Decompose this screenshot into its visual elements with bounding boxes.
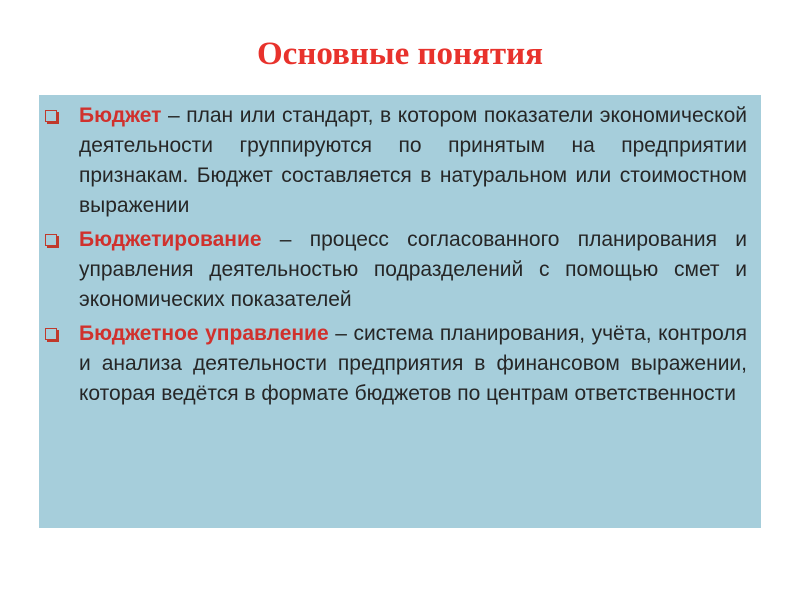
definition-item-budget (79, 101, 747, 221)
term-budget-management: Бюджетное управление (79, 322, 329, 345)
definition-budget: – план или стандарт, в котором показатели экономической деятельности группируются по принятым на предприятии признакам. Бюджет составляется в натуральном или стоимостном выражении (79, 104, 747, 217)
term-budget: Бюджет (79, 104, 162, 127)
hollow-square-bullet-icon (45, 234, 57, 246)
definition-item-budgeting (79, 225, 747, 315)
definitions-box (39, 95, 761, 528)
definition-budgeting: – процесс согласованного планирования и управления деятельностью подразделений с помощью смет и экономических показателей (79, 228, 747, 311)
definition-item-budget-management (79, 319, 747, 409)
hollow-square-bullet-icon (45, 328, 57, 340)
definition-budget-management: – система планирования, учёта, контроля и анализа деятельности предприятия в финансовом выражении, которая ведётся в формате бюджетов по центрам ответственности (79, 322, 747, 405)
hollow-square-bullet-icon (45, 110, 57, 122)
term-budgeting: Бюджетирование (79, 228, 262, 251)
slide-title: Основные понятия (257, 36, 543, 72)
